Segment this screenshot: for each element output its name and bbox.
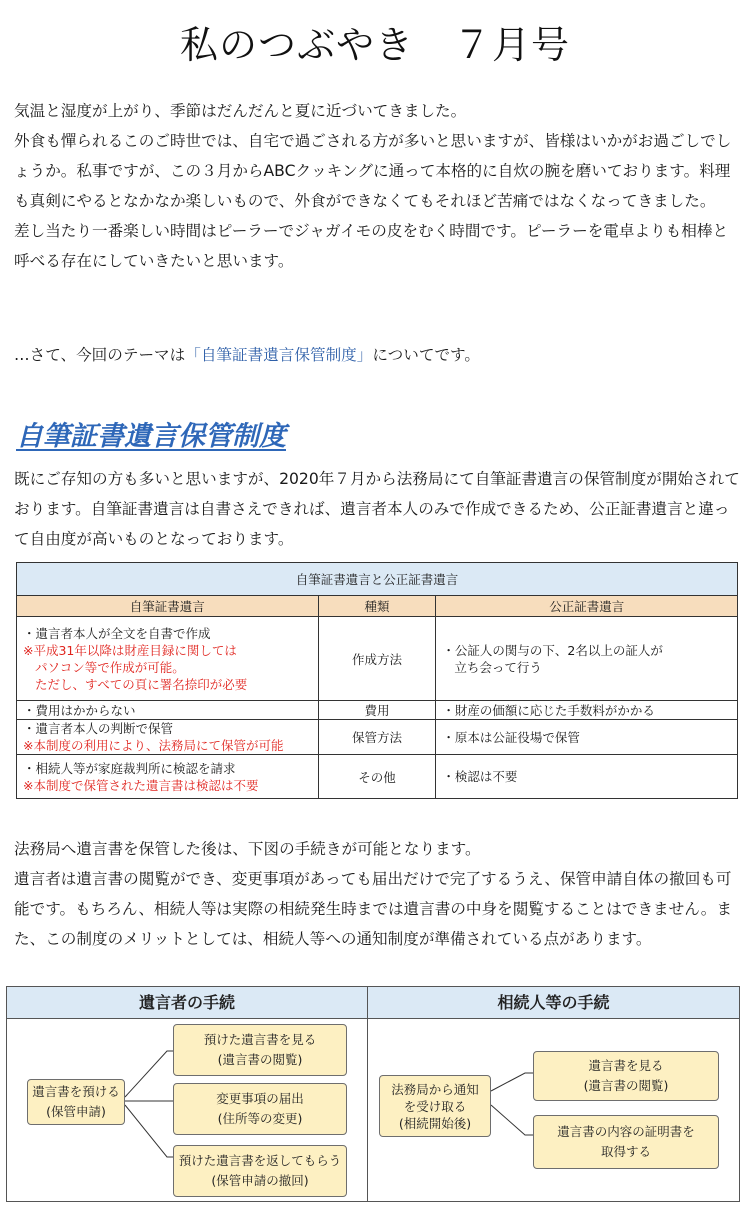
table-cell: 作成方法 — [318, 617, 436, 701]
flow-box-change — [173, 1083, 347, 1135]
connector-line — [125, 1105, 173, 1157]
connector-line — [491, 1105, 533, 1135]
table-cell: その他 — [318, 755, 436, 799]
box-line: (住所等の変更) — [217, 1111, 303, 1126]
intro-line: 外食も憚られるこのご時世では、自宅で過ごされる方が多いと思いますが、皆様はいかがお過ごしでしょうか。私事ですが、この３月からABCクッキングに通って本格的に自炊の腕を磨いております。料理も真剣にやるとなかなか楽しいもので、外食ができなくてもそれほど苦痛ではなくなってきました。 — [14, 132, 732, 210]
flow-box-deposit — [27, 1079, 125, 1125]
table-caption: 自筆証書遺言と公正証書遺言 — [17, 563, 738, 596]
cell-note: ※本制度の利用により、法務局にて保管が可能 — [23, 738, 284, 753]
box-line: 預けた遺言書を見る — [203, 1032, 317, 1047]
table-header: 公正証書遺言 — [436, 596, 738, 617]
flow-diagram — [6, 986, 740, 1202]
box-line: (遺言書の閲覧) — [217, 1052, 303, 1067]
box-line: (相続開始後) — [398, 1115, 472, 1131]
theme-prefix: …さて、今回のテーマは — [14, 346, 186, 364]
cell-note: ※平成31年以降は財産目録に関しては — [23, 642, 237, 658]
table-row — [17, 701, 738, 720]
box-line: 遺言書を見る — [588, 1058, 664, 1073]
intro-paragraph — [14, 96, 740, 276]
cell-note: ただし、すべての頁に署名捺印が必要 — [35, 676, 248, 692]
flow-box-notice — [379, 1075, 491, 1137]
intro-line: 気温と湿度が上がり、季節はだんだんと夏に近づいてきました。 — [14, 102, 467, 120]
table-row — [17, 617, 738, 701]
cell-line: ・公証人の関与の下、2名以上の証人が — [442, 642, 663, 658]
cell-line: 立ち会って行う — [454, 659, 542, 675]
table-cell — [17, 701, 319, 720]
table-header: 種類 — [318, 596, 436, 617]
cell-line: ・財産の価額に応じた手数料がかかる — [442, 702, 655, 718]
cell-line: ・相続人等が家庭裁判所に検認を請求 — [23, 760, 236, 776]
section-heading: 自筆証書遺言保管制度 — [16, 421, 286, 452]
table-row — [17, 720, 738, 755]
flow-right-header: 相続人等の手続 — [368, 987, 739, 1019]
table-cell — [17, 755, 319, 799]
box-line: 遺言書の内容の証明書を — [557, 1124, 695, 1139]
cell-note: パソコン等で作成が可能。 — [35, 659, 185, 675]
flow-left-header: 遺言者の手続 — [7, 987, 367, 1019]
connector-line — [491, 1073, 533, 1091]
theme-highlight: 「自筆証書遺言保管制度」 — [185, 346, 373, 364]
table-cell — [17, 720, 319, 755]
table-cell — [436, 617, 738, 701]
table-cell — [17, 617, 319, 701]
cell-line: ・遺言者本人が全文を自書で作成 — [23, 625, 211, 641]
box-line: 取得する — [600, 1144, 651, 1159]
flow-box-heir-view — [533, 1051, 719, 1101]
table-cell — [436, 720, 738, 755]
flow-box-certificate — [533, 1115, 719, 1169]
cell-line: ・原本は公証役場で保管 — [442, 729, 580, 745]
box-line: (保管申請の撤回) — [211, 1173, 309, 1188]
table-cell — [436, 701, 738, 720]
table-header: 自筆証書遺言 — [17, 596, 319, 617]
section-text: 既にご存知の方も多いと思いますが、2020年７月から法務局にて自筆証書遺言の保管制度が開始されております。自筆証書遺言は自書さえできれば、遺言者本人のみで作成できるため、公正証書遺言と違って自由度が高いものとなっております。 — [14, 470, 740, 548]
box-line: 遺言書を預ける — [32, 1084, 120, 1099]
after-line: 遺言者は遺言書の閲覧ができ、変更事項があっても届出だけで完了するうえ、保管申請自体の撤回も可能です。もちろん、相続人等は実際の相続発生時までは遺言書の中身を閲覧することはできません。また、この制度のメリットとしては、相続人等への通知制度が準備されている点があります。 — [14, 870, 732, 948]
cell-line: ・遺言者本人の判断で保管 — [23, 721, 174, 736]
after-line: 法務局へ遺言書を保管した後は、下図の手続きが可能となります。 — [14, 840, 481, 858]
connector-line — [125, 1051, 173, 1097]
box-line: (遺言書の閲覧) — [583, 1078, 669, 1093]
box-line: 預けた遺言書を返してもらう — [178, 1153, 342, 1168]
page-title: 私のつぶやき ７月号 — [179, 23, 570, 67]
cell-line: ・検認は不要 — [442, 769, 518, 784]
table-cell — [436, 755, 738, 799]
table-cell: 費用 — [318, 701, 436, 720]
box-line: (保管申請) — [46, 1104, 106, 1119]
cell-note: ※本制度で保管された遺言書は検認は不要 — [23, 777, 259, 793]
intro-line: 差し当たり一番楽しい時間はピーラーでジャガイモの皮をむく時間です。ピーラーを電卓よりも相棒と呼べる存在にしていきたいと思います。 — [14, 222, 729, 270]
theme-line — [14, 340, 740, 370]
cell-line: ・費用はかからない — [23, 702, 136, 718]
table-row — [17, 755, 738, 799]
flow-box-view — [173, 1024, 347, 1076]
flow-box-withdraw — [173, 1145, 347, 1197]
comparison-table — [16, 562, 738, 799]
table-cell: 保管方法 — [318, 720, 436, 755]
box-line: 変更事項の届出 — [216, 1091, 304, 1106]
box-line: 法務局から通知 — [391, 1081, 479, 1097]
after-text — [14, 834, 740, 954]
box-line: を受け取る — [403, 1098, 467, 1114]
theme-suffix: についてです。 — [372, 346, 480, 364]
